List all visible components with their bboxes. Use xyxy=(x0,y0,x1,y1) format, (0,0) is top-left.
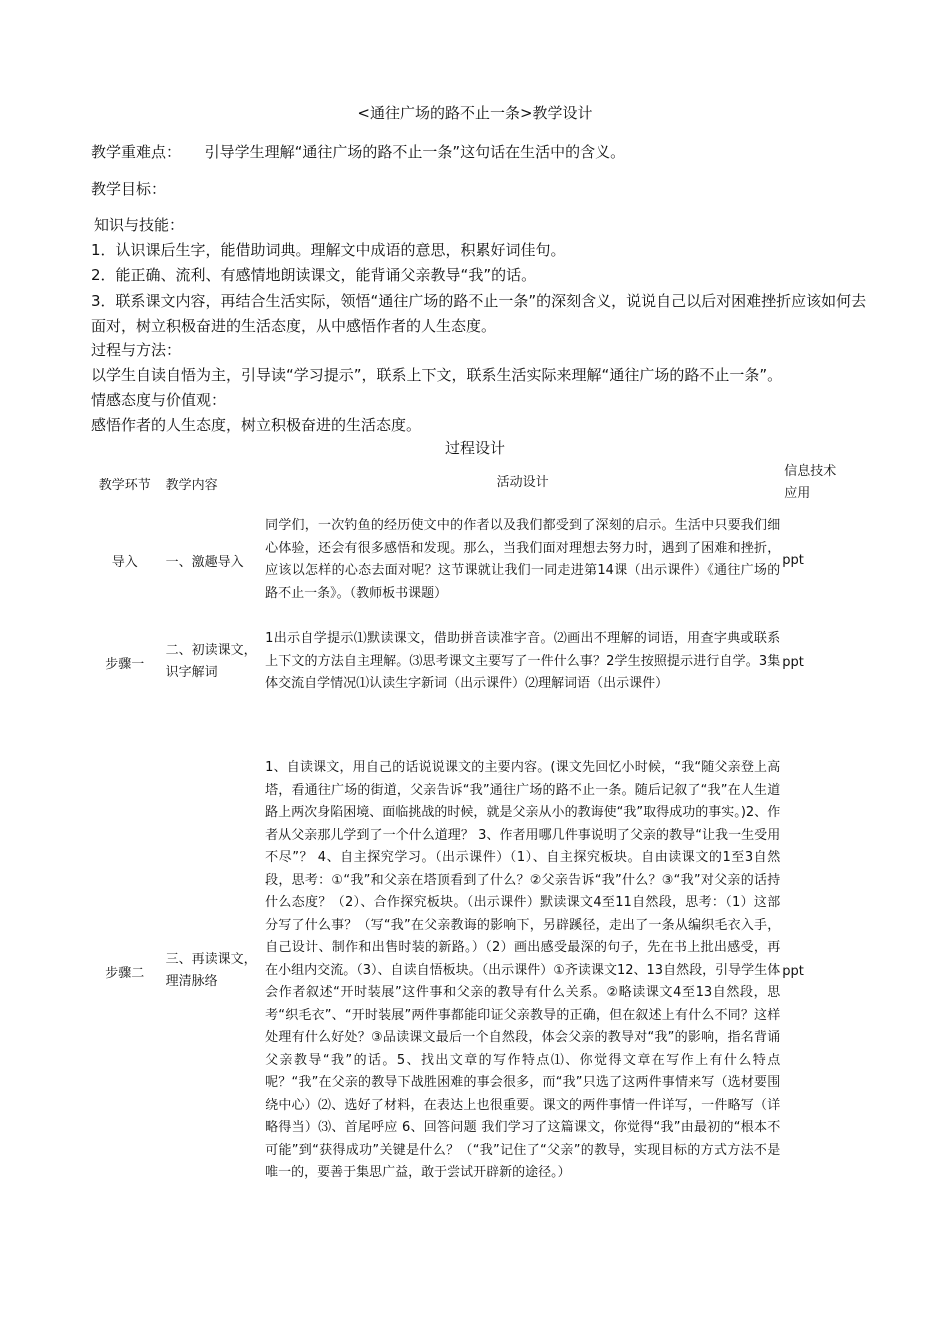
knowledge-item-3: 3．联系课文内容，再结合生活实际，领悟“通往广场的路不止一条”的深刻含义，说说自己以后对困难挫折应该如何去面对，树立积极奋进的生活态度，从中感悟作者的人生态度。 xyxy=(91,292,867,335)
header-tech: 信息技术应用 xyxy=(784,464,837,501)
difficulty-label: 教学重难点： xyxy=(91,143,182,161)
document-title: <通往广场的路不止一条>教学设计 xyxy=(357,104,593,122)
row-activity: 同学们，一次钓鱼的经历使文中的作者以及我们都受到了深刻的启示。生活中只要我们细心体验，还会有很多感悟和发现。那么，当我们面对理想去努力时，遇到了困难和挫折，应该以怎样的心态去面对呢？这节课就让我们一同走进第14课（出示课件）《通往广场的路不止一条》。（教师板书课题） xyxy=(265,518,781,601)
row-stage: 步骤一 xyxy=(105,656,145,672)
emotion-heading: 情感态度与价值观： xyxy=(91,391,227,409)
difficulty-line xyxy=(91,141,625,162)
process-design-title: 过程设计 xyxy=(444,439,505,457)
header-stage: 教学环节 xyxy=(98,477,151,493)
knowledge-heading: 知识与技能： xyxy=(94,216,185,234)
emotion-text: 感悟作者的人生态度，树立积极奋进的生活态度。 xyxy=(91,416,422,434)
process-method-heading: 过程与方法： xyxy=(91,341,182,359)
goals-label: 教学目标： xyxy=(91,180,167,198)
row-tech: ppt xyxy=(782,552,804,568)
header-activity: 活动设计 xyxy=(496,474,549,490)
row-content: 二、初读课文，识字解词 xyxy=(165,642,257,680)
table-row xyxy=(88,712,844,1230)
table-row xyxy=(88,612,844,712)
row-content: 三、再读课文，理清脉络 xyxy=(165,951,257,989)
row-tech: ppt xyxy=(782,654,804,670)
process-method-text: 以学生自读自悟为主，引导读“学习提示”，联系上下文，联系生活实际来理解“通往广场的路不止一条”。 xyxy=(91,366,783,384)
header-content: 教学内容 xyxy=(165,477,218,493)
table-header-row xyxy=(88,458,844,508)
row-activity: 1出示自学提示⑴默读课文，借助拼音读准字音。⑵画出不理解的词语，用查字典或联系上下文的方法自主理解。⑶思考课文主要写了一件什么事？2学生按照提示进行自学。3集体交流自学情况⑴认读生字新词（出示课件）⑵理解词语（出示课件） xyxy=(265,631,781,692)
row-stage: 步骤二 xyxy=(105,965,145,981)
row-stage: 导入 xyxy=(111,554,138,570)
knowledge-item-1: 1．认识课后生字，能借助词典。理解文中成语的意思，积累好词佳句。 xyxy=(91,241,566,259)
row-activity: 1、自读课文，用自己的话说说课文的主要内容。(课文先回忆小时候，“我“随父亲登上高塔，看通往广场的街道，父亲告诉“我”通往广场的路不止一条。随后记叙了“我”在人生道路上两次身陷困境、面临挑战的时候，就是父亲从小的教诲使“我”取得成功的事实。)2、作者从父亲那儿学到了一个什么道理？ 3、作者用哪几件事说明了父亲的教导“让我一生受用不尽”？ 4、自主探究学习。（出示课件）（1）、自主探究板块。自由读课文的1至3自然段，思考：①“我”和父亲在塔顶看到了什么？②父亲告诉“我”什么？③“我”对父亲的话持什么态度？（2）、合作探究板块。（出示课件）默读课文4至11自然段，思考：（1）这部分写了什么事？（写“我”在父亲教诲的影响下，另辟蹊径，走出了一条从编织毛衣入手，自己设计、制作和出售时装的新路。）（2）画出感受最深的句子，先在书上批出感受，再在小组内交流。（3）、自读自悟板块。（出示课件）①齐读课文12、13自然段，引导学生体会作者叙述“开时装展”这件事和父亲的教导有什么关系。②略读课文4至13自然段，思考“织毛衣”、“开时装展”两件事都能印证父亲教导的正确，但在叙述上有什么不同？这样处理有什么好处？③品读课文最后一个自然段，体会父亲的教导对“我”的影响，指名背诵父亲教导“我”的话。5、找出文章的写作特点⑴、你觉得文章在写作上有什么特点呢？“我”在父亲的教导下战胜困难的事会很多，而“我”只选了这两件事情来写（选材要围绕中心）⑵、选好了材料，在表达上也很重要。课文的两件事情一件详写，一件略写（详略得当）⑶、首尾呼应 6、回答问题 我们学习了这篇课文，你觉得“我”由最初的“根本不可能”到“获得成功”关键是什么？（“我”记住了“父亲”的教导，实现目标的方式方法不是唯一的，要善于集思广益，敢于尝试开辟新的途径。） xyxy=(265,760,781,1181)
difficulty-text: 引导学生理解“通往广场的路不止一条”这句话在生活中的含义。 xyxy=(204,143,626,161)
table-row xyxy=(88,508,844,612)
knowledge-item-2: 2．能正确、流利、有感情地朗读课文，能背诵父亲教导“我”的话。 xyxy=(91,266,537,284)
process-table xyxy=(88,458,844,1230)
row-tech: ppt xyxy=(782,963,804,979)
row-content: 一、激趣导入 xyxy=(165,554,244,570)
